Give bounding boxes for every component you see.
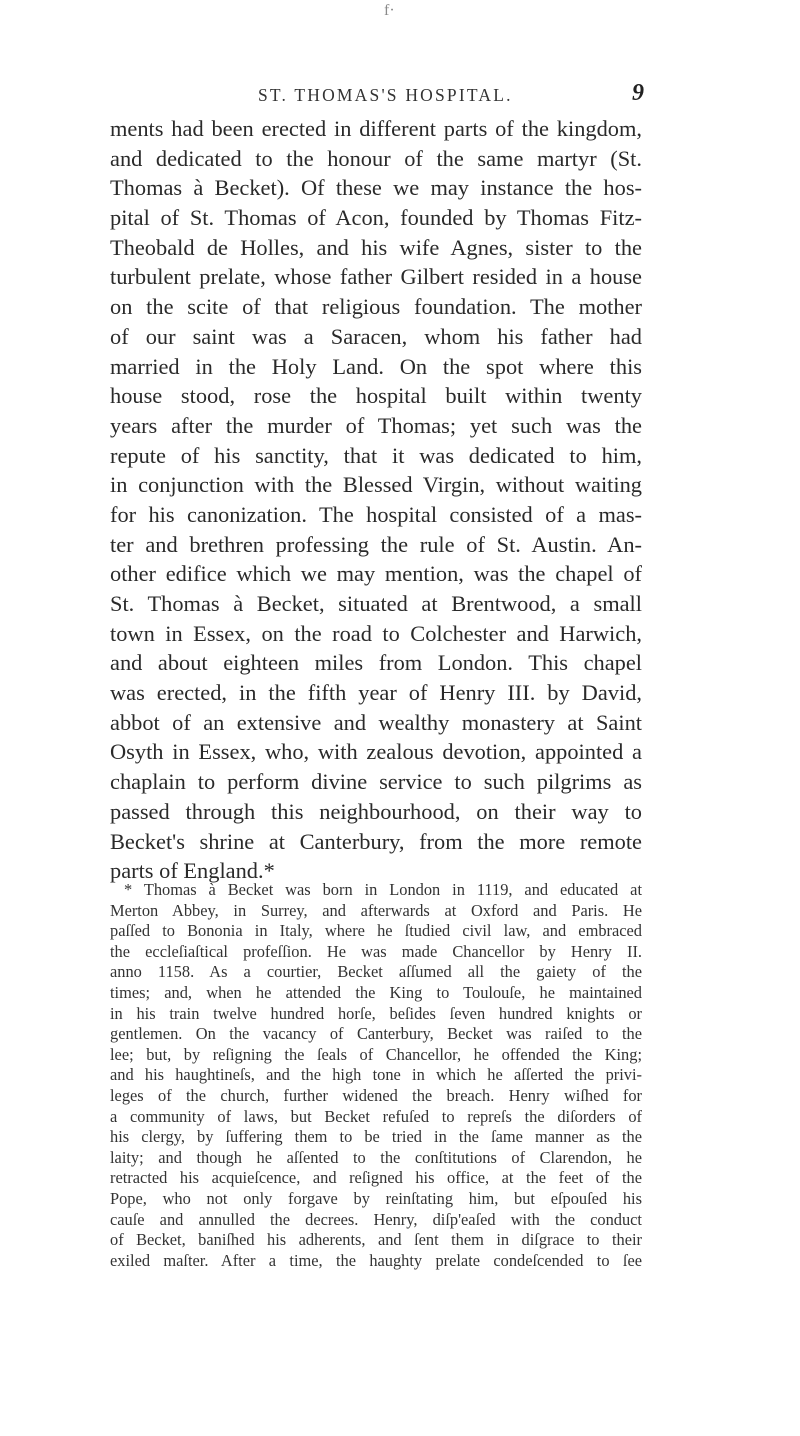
body-line: was erected, in the fifth year of Henry III. by David, (110, 680, 642, 706)
body-line: abbot of an extensive and wealthy monastery at Saint (110, 709, 642, 735)
footnote-line: lee; but, by reſigning the ſeals of Chancellor, he offended the King; (110, 1044, 642, 1064)
body-line: town in Essex, on the road to Colchester and Harwich, (110, 620, 642, 646)
footnote-line: retracted his acquieſcence, and reſigned his office, at the feet of the (110, 1168, 642, 1188)
footnote-line: cauſe and annulled the decrees. Henry, diſp'eaſed with the conduct (110, 1209, 642, 1229)
footnote-line: a community of laws, but Becket refuſed to repreſs the diſorders of (110, 1106, 642, 1126)
body-line: ments had been erected in different parts of the kingdom, (110, 116, 642, 141)
body-text (110, 114, 642, 886)
body-line: and about eighteen miles from London. This chapel (110, 650, 642, 676)
body-line: on the scite of that religious foundation. The mother (110, 294, 642, 320)
body-line: Theobald de Holles, and his wife Agnes, sister to the (110, 234, 642, 260)
footnote-line: in his train twelve hundred horſe, beſides ſeven hundred knights or (110, 1003, 642, 1023)
body-line: other edifice which we may mention, was the chapel of (110, 561, 642, 587)
body-line: for his canonization. The hospital consisted of a mas- (110, 501, 642, 527)
footnote-line: Pope, who not only forgave by reinſtating him, but eſpouſed his (110, 1188, 642, 1208)
footnote-line: paſſed to Bononia in Italy, where he ſtudied civil law, and embraced (110, 921, 642, 941)
body-line: years after the murder of Thomas; yet such was the (110, 412, 642, 438)
footnote-line: anno 1158. As a courtier, Becket aſſumed all the gaiety of the (110, 962, 642, 982)
footnote-line: exiled maſter. After a time, the haughty prelate condeſcended to ſee (110, 1250, 642, 1270)
body-line: of our saint was a Saracen, whom his father had (110, 323, 642, 349)
body-line: Becket's shrine at Canterbury, from the more remote (110, 828, 642, 854)
running-head: ST. THOMAS'S HOSPITAL. (258, 85, 513, 105)
body-line: repute of his sanctity, that it was dedicated to him, (110, 442, 642, 468)
footnote-line: times; and, when he attended the King to Toulouſe, he maintained (110, 982, 642, 1002)
body-line: ter and brethren professing the rule of St. Austin. An- (110, 531, 642, 557)
page-number: 9 (632, 80, 644, 106)
footnote-line: laity; and though he aſſented to the conſtitutions of Clarendon, he (110, 1147, 642, 1167)
body-line: and dedicated to the honour of the same martyr (St. (110, 145, 642, 171)
body-line: St. Thomas à Becket, situated at Brentwood, a small (110, 591, 642, 616)
footnote-line: Merton Abbey, in Surrey, and afterwards at Oxford and Paris. He (110, 900, 642, 920)
top-mark: f· (384, 2, 395, 19)
footnote-line: his clergy, by ſuffering them to be tried in the ſame manner as the (110, 1127, 642, 1147)
body-line: pital of St. Thomas of Acon, founded by Thomas Fitz- (110, 205, 642, 231)
footnote-line: and his haughtineſs, and the high tone in which he aſſerted the privi- (110, 1065, 642, 1085)
footnote-line: gentlemen. On the vacancy of Canterbury, Becket was raiſed to the (110, 1024, 642, 1044)
footnote-line: of Becket, baniſhed his adherents, and ſent them in diſgrace to their (110, 1230, 642, 1250)
body-line: passed through this neighbourhood, on their way to (110, 798, 642, 824)
body-line: Osyth in Essex, who, with zealous devotion, appointed a (110, 739, 642, 765)
body-line: chaplain to perform divine service to such pilgrims as (110, 769, 642, 795)
body-line: in conjunction with the Blessed Virgin, without waiting (110, 472, 642, 498)
body-line: Thomas à Becket). Of these we may instance the hos- (110, 175, 642, 201)
footnote (110, 880, 642, 1271)
footnote-line: leges of the church, further widened the breach. Henry wiſhed for (110, 1085, 642, 1105)
footnote-line: the eccleſiaſtical profeſſion. He was made Chancellor by Henry II. (110, 941, 642, 961)
body-line: turbulent prelate, whose father Gilbert resided in a house (110, 264, 642, 290)
body-line: married in the Holy Land. On the spot where this (110, 353, 642, 379)
footnote-line: * Thomas à Becket was born in London in 1119, and educated at (124, 880, 642, 899)
body-line: house stood, rose the hospital built within twenty (110, 383, 642, 409)
body-line: parts of England.* (110, 858, 275, 884)
